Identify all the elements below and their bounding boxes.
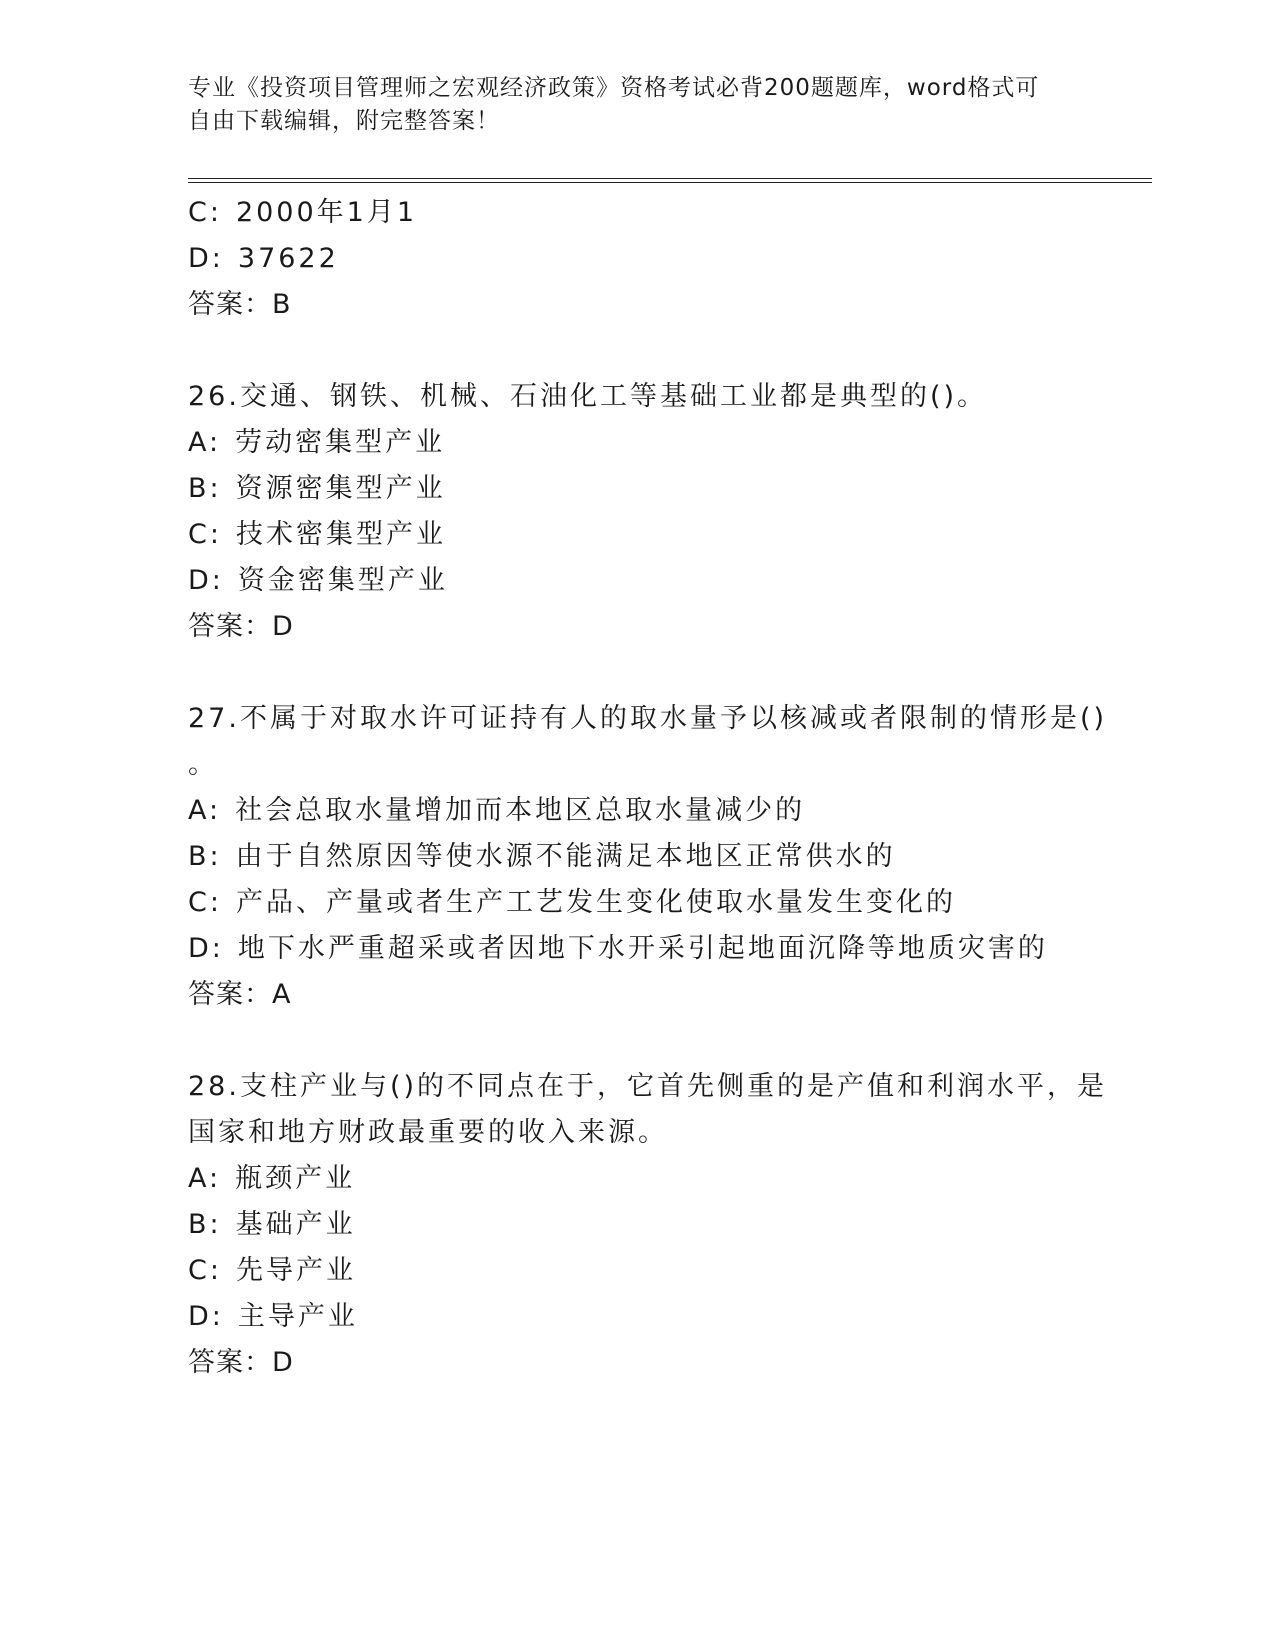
question-stem: 26.交通、钢铁、机械、石油化工等基础工业都是典型的()。 — [188, 381, 988, 412]
option-text: 先导产业 — [235, 1255, 356, 1286]
option-line — [188, 1294, 1088, 1340]
option-text: 产品、产量或者生产工艺发生变化使取水量发生变化的 — [235, 887, 956, 918]
option-text: 主导产业 — [237, 1301, 358, 1332]
option-text: 社会总取水量增加而本地区总取水量减少的 — [235, 795, 806, 826]
option-line — [188, 190, 1088, 236]
question-stem-continued: 国家和地方财政最重要的收入来源。 — [188, 1117, 668, 1148]
question-stem: 28.支柱产业与()的不同点在于，它首先侧重的是产值和利润水平，是 — [188, 1071, 1108, 1102]
answer-value: D — [272, 1347, 294, 1378]
answer-line — [188, 604, 1088, 650]
answer-value: B — [272, 289, 292, 320]
question-stem-continued: 。 — [188, 749, 218, 780]
question-stem: 27.不属于对取水许可证持有人的取水量予以核减或者限制的情形是() — [188, 703, 1108, 734]
spacer — [188, 1018, 1088, 1064]
answer-line — [188, 972, 1088, 1018]
answer-line — [188, 1340, 1088, 1386]
option-line — [188, 788, 1088, 834]
option-text: 37622 — [237, 243, 339, 274]
option-key: D: — [188, 1301, 224, 1332]
option-key: A: — [188, 795, 222, 826]
answer-label: 答案： — [188, 1347, 272, 1378]
option-text: 资金密集型产业 — [237, 565, 448, 596]
option-key: A: — [188, 427, 222, 458]
option-key: A: — [188, 1163, 222, 1194]
header-divider-top — [188, 178, 1152, 179]
option-text: 由于自然原因等使水源不能满足本地区正常供水的 — [235, 841, 896, 872]
option-key: D: — [188, 565, 224, 596]
answer-label: 答案： — [188, 289, 272, 320]
option-line — [188, 420, 1088, 466]
spacer — [188, 328, 1088, 374]
answer-line — [188, 282, 1088, 328]
option-line — [188, 880, 1088, 926]
option-line — [188, 1248, 1088, 1294]
document-header — [188, 72, 1088, 138]
option-line — [188, 236, 1088, 282]
option-key: C: — [188, 887, 222, 918]
option-key: D: — [188, 243, 224, 274]
header-line-1: 专业《投资项目管理师之宏观经济政策》资格考试必背200题题库，word格式可 — [188, 75, 1040, 101]
option-text: 技术密集型产业 — [235, 519, 446, 550]
option-text: 瓶颈产业 — [235, 1163, 356, 1194]
answer-value: D — [272, 611, 294, 642]
option-text: 资源密集型产业 — [235, 473, 446, 504]
option-key: C: — [188, 197, 222, 228]
option-key: B: — [188, 841, 222, 872]
option-text: 地下水严重超采或者因地下水开采引起地面沉降等地质灾害的 — [237, 933, 1048, 964]
answer-value: A — [272, 979, 292, 1010]
question-list — [188, 190, 1108, 1386]
option-key: D: — [188, 933, 224, 964]
option-text: 2000年1月1 — [235, 197, 418, 228]
option-line — [188, 512, 1088, 558]
answer-label: 答案： — [188, 979, 272, 1010]
option-line — [188, 926, 1088, 972]
option-line — [188, 466, 1088, 512]
header-divider-bottom — [188, 182, 1152, 183]
option-line — [188, 1202, 1088, 1248]
header-line-2: 自由下载编辑，附完整答案！ — [188, 108, 500, 134]
option-key: B: — [188, 1209, 222, 1240]
option-key: C: — [188, 519, 222, 550]
option-key: C: — [188, 1255, 222, 1286]
option-text: 基础产业 — [235, 1209, 356, 1240]
spacer — [188, 650, 1088, 696]
option-line — [188, 558, 1088, 604]
option-key: B: — [188, 473, 222, 504]
option-text: 劳动密集型产业 — [235, 427, 446, 458]
option-line — [188, 1156, 1088, 1202]
answer-label: 答案： — [188, 611, 272, 642]
option-line — [188, 834, 1088, 880]
